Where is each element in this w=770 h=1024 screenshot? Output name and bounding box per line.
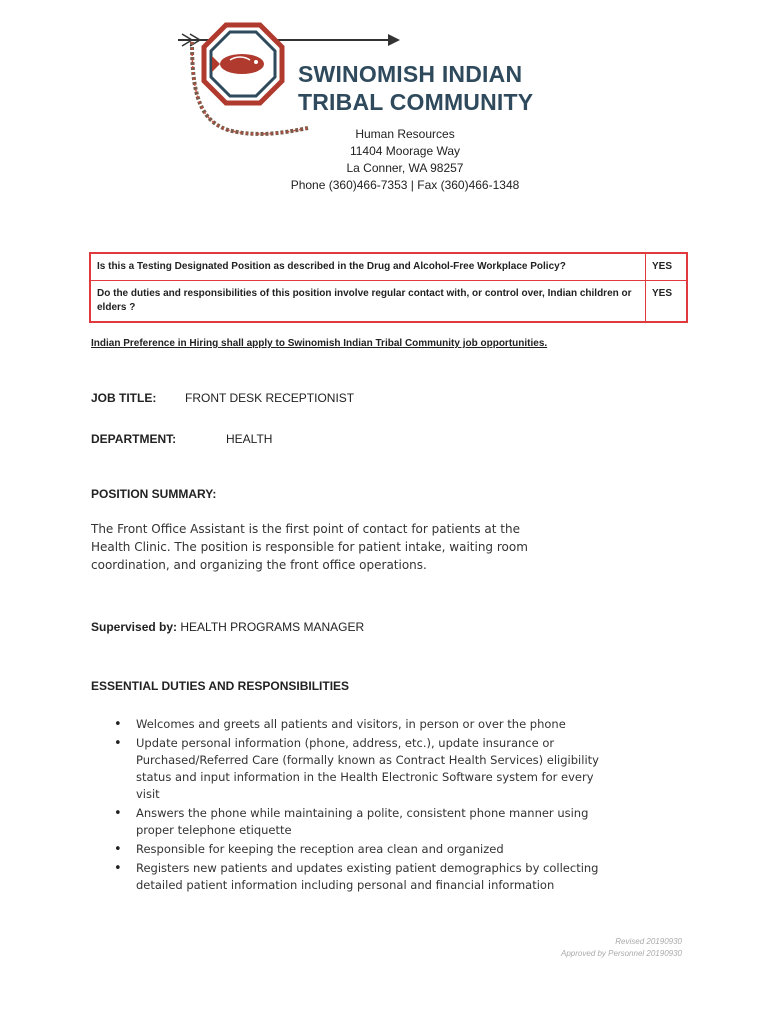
duties-list	[110, 716, 600, 896]
address-block	[250, 126, 560, 194]
department-label: DEPARTMENT:	[91, 432, 177, 446]
supervised-by-label: Supervised by:	[91, 620, 178, 634]
policy-table	[89, 252, 688, 323]
list-item: • Update personal information (phone, address, etc.), update insurance or Purchased/Referred Care (formally known as Contract Health Services) eligibility status and input information in the Health Electronic Software system for every visit	[110, 735, 600, 803]
org-name-line-1: SWINOMISH INDIAN	[298, 61, 523, 87]
revised-date: Revised 20190930	[615, 937, 682, 946]
address-line: Phone (360)466-7353 | Fax (360)466-1348	[290, 178, 520, 192]
policy-answer: YES	[646, 281, 688, 323]
table-row	[90, 253, 687, 281]
department-value: HEALTH	[226, 432, 273, 446]
revision-footer	[561, 936, 682, 960]
list-item: • Registers new patients and updates existing patient demographics by collecting detailed patient information including personal and financial information	[110, 860, 600, 894]
address-line: Human Resources	[355, 127, 455, 141]
position-summary-text: The Front Office Assistant is the first point of contact for patients at the Health Clinic. The position is responsible for patient intake, waiting room coordination, and organizing the front office operations.	[91, 522, 528, 572]
indian-preference-note: Indian Preference in Hiring shall apply to Swinomish Indian Tribal Community job opportunities.	[91, 338, 548, 349]
address-line: 11404 Moorage Way	[349, 144, 461, 158]
organization-name	[298, 60, 533, 116]
list-item: • Answers the phone while maintaining a polite, consistent phone manner using proper telephone etiquette	[110, 805, 600, 839]
duties-heading: ESSENTIAL DUTIES AND RESPONSIBILITIES	[91, 679, 350, 693]
supervised-by	[91, 620, 364, 634]
org-name-line-2: TRIBAL COMMUNITY	[298, 89, 534, 115]
approved-date: Approved by Personnel 20190930	[561, 949, 682, 958]
table-row	[90, 281, 687, 323]
job-title-label: JOB TITLE:	[91, 391, 157, 405]
policy-question: Is this a Testing Designated Position as described in the Drug and Alcohol-Free Workplace Policy?	[90, 253, 646, 281]
policy-question: Do the duties and responsibilities of this position involve regular contact with, or control over, Indian children or elders ?	[90, 281, 646, 323]
policy-answer: YES	[646, 253, 688, 281]
position-summary-heading: POSITION SUMMARY:	[91, 487, 217, 501]
job-title-value: FRONT DESK RECEPTIONIST	[185, 391, 355, 405]
supervised-by-value: HEALTH PROGRAMS MANAGER	[180, 620, 365, 634]
list-item: • Welcomes and greets all patients and visitors, in person or over the phone	[110, 716, 600, 733]
list-item: • Responsible for keeping the reception area clean and organized	[110, 841, 600, 858]
address-line: La Conner, WA 98257	[346, 161, 464, 175]
